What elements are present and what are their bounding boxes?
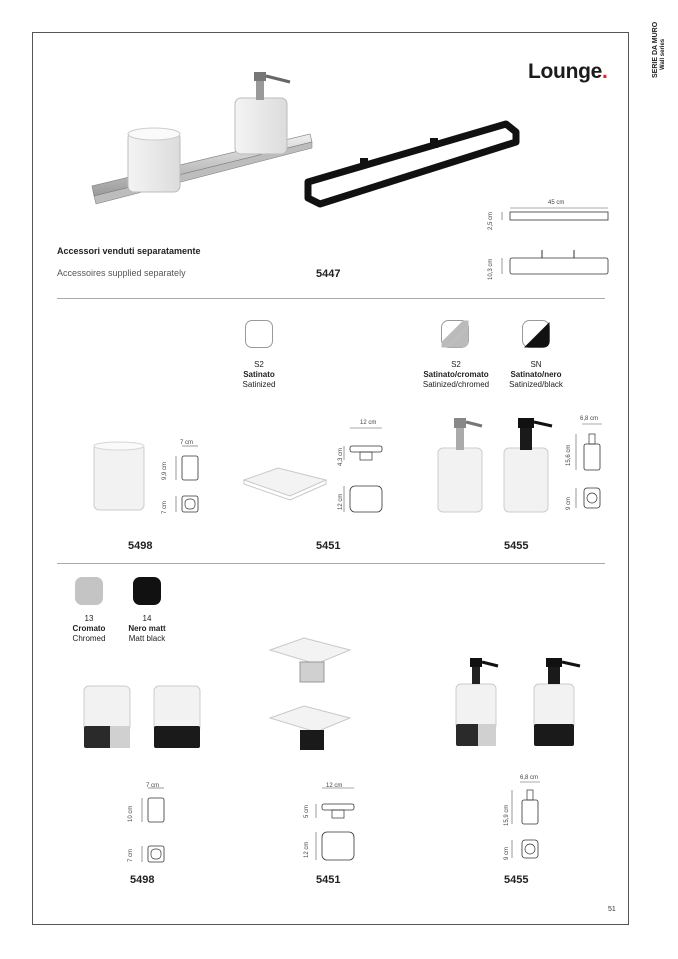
dim-d: 9 cm	[566, 496, 572, 510]
soap-dispenser-drawing	[570, 418, 610, 518]
finish-code: S2	[451, 360, 461, 369]
finish-code: 14	[142, 614, 152, 623]
swatch-matt-black	[133, 577, 161, 605]
glass-tumbler-image	[90, 440, 150, 515]
dim-w: 12 cm	[360, 420, 377, 426]
finish-name-en: Satinized/chromed	[422, 380, 490, 389]
dim-d: 12 cm	[304, 841, 310, 858]
soap-dish-chromed-image	[264, 632, 356, 762]
series-label-it: SERIE DA MURO	[652, 21, 659, 78]
product-code-5455: 5455	[504, 540, 529, 552]
product-code-5455-b: 5455	[504, 874, 529, 886]
dim-width: 45 cm	[548, 200, 565, 206]
soap-dispenser-black-image-2	[528, 656, 588, 752]
swatch-satinized-chromed	[441, 320, 469, 348]
swatch-satinized-black	[522, 320, 550, 348]
swatch-chromed	[75, 577, 103, 605]
series-label-en: Wall series	[660, 38, 666, 70]
finish-satinized-black	[500, 360, 572, 390]
dim-w: 7 cm	[146, 783, 160, 789]
page-number: 51	[608, 906, 616, 913]
sold-separately-en: Accessoires supplied separately	[57, 268, 186, 278]
finish-satinized	[224, 360, 294, 390]
finish-name-en: Matt black	[128, 634, 166, 643]
soap-dispenser-drawing-2	[504, 776, 554, 866]
product-code-5498-b: 5498	[130, 874, 155, 886]
product-code-5447: 5447	[316, 268, 341, 280]
finish-code: SN	[530, 360, 542, 369]
tumbler-drawing-2	[136, 784, 176, 870]
dim-h: 15,6 cm	[566, 444, 572, 466]
sold-separately-it: Accessori venduti separatamente	[57, 246, 201, 256]
finish-name-en: Satinized/black	[509, 380, 563, 389]
dim-h: 4,3 cm	[338, 447, 344, 466]
finish-name-it: Cromato	[72, 624, 106, 633]
finish-satinized-chromed	[418, 360, 494, 390]
soap-dish-image	[240, 462, 330, 502]
dim-h: 15,9 cm	[504, 804, 510, 826]
tumbler-drawing	[170, 440, 210, 520]
soap-dispenser-chromed-image	[432, 412, 492, 516]
finish-name-it: Nero matt	[128, 624, 166, 633]
shelf-technical-drawing	[498, 198, 618, 288]
finish-matt-black	[118, 614, 176, 644]
tumbler-chromed-image	[80, 682, 134, 752]
product-code-5451: 5451	[316, 540, 341, 552]
dim-h: 10 cm	[128, 805, 134, 822]
finish-name-it: Satinato	[243, 370, 275, 379]
swatch-satinized	[245, 320, 273, 348]
brand-logo	[528, 60, 608, 84]
dim-depth: 2,5 cm	[488, 211, 494, 230]
finish-name-en: Satinized	[242, 380, 276, 389]
soap-dish-drawing-2	[312, 784, 362, 870]
finish-name-it: Satinato/nero	[510, 370, 562, 379]
dim-height: 10,3 cm	[488, 258, 494, 280]
divider-2	[57, 563, 605, 564]
divider-1	[57, 298, 605, 299]
dim-d: 9 cm	[504, 846, 510, 860]
dim-w: 12 cm	[326, 783, 343, 789]
finish-name-en: Chromed	[72, 634, 106, 643]
dim-h: 9,9 cm	[162, 461, 168, 480]
dim-w: 7 cm	[180, 440, 194, 446]
finish-chromed	[62, 614, 116, 644]
shelf-with-accessories-image	[80, 62, 330, 222]
finish-name-it: Satinato/cromato	[423, 370, 489, 379]
finish-code: S2	[254, 360, 264, 369]
tumbler-black-image	[150, 682, 204, 752]
product-code-5451-b: 5451	[316, 874, 341, 886]
dim-d: 7 cm	[128, 848, 134, 862]
soap-dispenser-black-image	[498, 412, 558, 516]
dim-w: 6,8 cm	[580, 416, 599, 422]
dim-d: 7 cm	[162, 500, 168, 514]
brand-dot: .	[602, 60, 608, 83]
series-sidebar	[652, 18, 666, 98]
dim-h: 5 cm	[304, 804, 310, 818]
black-towel-bar-image	[300, 118, 520, 218]
soap-dispenser-chromed-image-2	[450, 656, 510, 752]
brand-name: Lounge	[528, 60, 603, 83]
product-code-5498: 5498	[128, 540, 153, 552]
finish-code: 13	[84, 614, 94, 623]
dim-w: 6,8 cm	[520, 775, 539, 781]
dim-d: 12 cm	[338, 493, 344, 510]
